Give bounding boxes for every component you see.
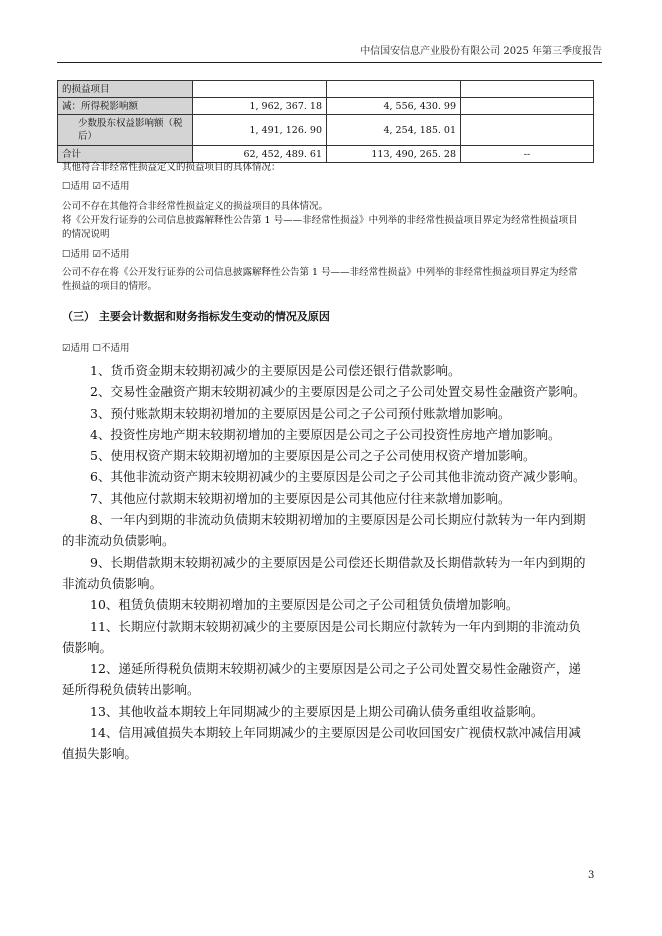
current-period-value: 1, 962, 367. 18 <box>193 98 327 115</box>
table-row <box>58 115 594 146</box>
current-period-value <box>193 81 327 98</box>
list-item: 14、信用减值损失本期较上年同期减少的主要原因是公司收回国安广视债权款冲减信用减值损失影响。 <box>62 725 581 762</box>
list-item: 5、使用权资产期末较期初增加的主要原因是公司之子公司使用权资产增加影响。 <box>90 448 536 464</box>
reclass-intro: 将《公开发行证券的公司信息披露解释性公告第 1 号——非经常性损益》中列举的非经常性损益项目界定为经常性损益项目的情况说明 <box>62 215 578 240</box>
list-item: 13、其他收益本期较上年同期减少的主要原因是上期公司确认债务重组收益影响。 <box>90 703 544 719</box>
note-cell <box>461 81 594 98</box>
current-period-value: 1, 491, 126. 90 <box>193 115 327 146</box>
list-item: 6、其他非流动资产期末较期初减少的主要原因是公司之子公司其他非流动资产减少影响。 <box>90 469 586 485</box>
ytd-value: 4, 254, 185. 01 <box>327 115 461 146</box>
note-cell <box>461 115 594 146</box>
list-item: 8、一年内到期的非流动负债期末较期初增加的主要原因是公司长期应付款转为一年内到期的非流动负债影响。 <box>62 512 586 549</box>
row-label: 减：所得税影响额 <box>58 98 193 115</box>
current-period-value: 62, 452, 489. 61 <box>193 146 327 163</box>
list-item: 3、预付账款期末较期初增加的主要原因是公司之子公司预付账款增加影响。 <box>90 405 511 421</box>
non-recurring-gains-table <box>57 80 594 163</box>
applicability-checkbox: ☑适用 ☐不适用 <box>62 343 130 354</box>
other-items-intro: 其他符合非经常性损益定义的损益项目的具体情况： <box>62 162 281 173</box>
list-item: 12、递延所得税负债期末较期初减少的主要原因是公司之子公司处置交易性金融资产，递延所得税负债转出影响。 <box>62 661 581 698</box>
other-items-text: 公司不存在其他符合非经常性损益定义的损益项目的具体情况。 <box>62 201 329 212</box>
list-item: 11、长期应付款期末较期初减少的主要原因是公司长期应付款转为一年内到期的非流动负债影响。 <box>62 618 581 655</box>
list-item: 1、货币资金期末较期初减少的主要原因是公司偿还银行借款影响。 <box>90 363 461 378</box>
row-label: 少数股东权益影响额（税后） <box>58 115 193 146</box>
page-number: 3 <box>588 870 595 881</box>
list-item: 10、租赁负债期末较期初增加的主要原因是公司之子公司租赁负债增加影响。 <box>90 597 519 613</box>
ytd-value: 113, 490, 265. 28 <box>327 146 461 163</box>
row-label: 合计 <box>58 146 193 163</box>
section-heading: （三） 主要会计数据和财务指标发生变动的情况及原因 <box>62 310 330 323</box>
reclass-text: 公司不存在将《公开发行证券的公司信息披露解释性公告第 1 号——非经常性损益》中列举的非经常性损益项目界定为经常性损益的项目的情形。 <box>62 267 578 292</box>
report-title: 中信国安信息产业股份有限公司 2025 年第三季度报告 <box>360 46 602 57</box>
list-item: 2、交易性金融资产期末较期初减少的主要原因是公司之子公司处置交易性金融资产影响。 <box>90 384 586 400</box>
change-reasons-list <box>62 360 590 765</box>
applicability-checkbox: ☐适用 ☑不适用 <box>62 249 130 260</box>
list-item: 9、长期借款期末较期初减少的主要原因是公司偿还长期借款及长期借款转为一年内到期的非流动负债影响。 <box>62 554 586 591</box>
ytd-value <box>327 81 461 98</box>
note-cell <box>461 98 594 115</box>
list-item: 4、投资性房地产期末较期初增加的主要原因是公司之子公司投资性房地产增加影响。 <box>90 426 561 442</box>
table-row <box>58 81 594 98</box>
note-cell: -- <box>461 146 594 163</box>
list-item: 7、其他应付款期末较期初增加的主要原因是公司其他应付往来款增加影响。 <box>90 490 511 506</box>
row-label: 的损益项目 <box>58 81 193 98</box>
table-row <box>58 98 594 115</box>
applicability-checkbox: ☐适用 ☑不适用 <box>62 181 130 192</box>
ytd-value: 4, 556, 430. 99 <box>327 98 461 115</box>
page-header <box>57 45 602 63</box>
table-row <box>58 146 594 163</box>
